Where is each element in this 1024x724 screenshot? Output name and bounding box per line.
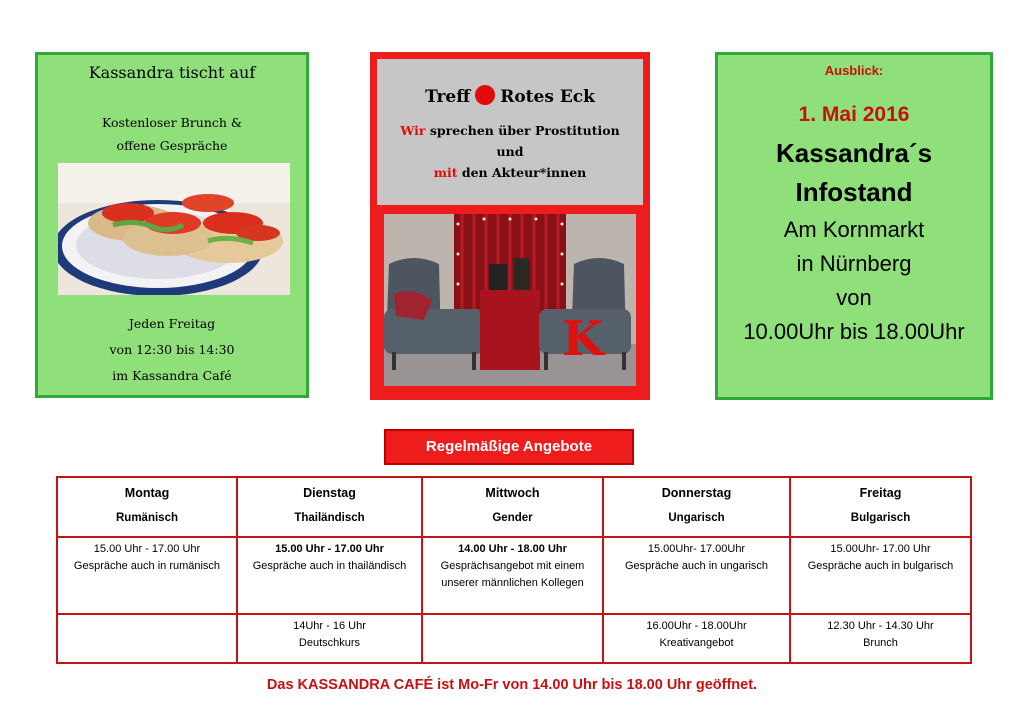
offer-time: 15.00Uhr- 17.00 Uhr [830,543,931,555]
offer-cell [790,614,971,663]
treff-line-1-red: Wir [400,123,426,138]
treff-title-left: Treff [425,87,471,107]
day-cell [422,477,603,537]
brunch-day: Jeden Freitag [128,316,216,331]
table-header-row [57,477,971,537]
day-name: Dienstag [303,486,356,500]
ausblick-details [718,213,990,349]
table-row [57,614,971,663]
brunch-line-2: offene Gespräche [116,138,228,153]
day-topic: Gender [492,512,533,524]
day-topic: Thailändisch [294,512,365,524]
offer-desc: Brunch [863,637,898,649]
offer-cell [603,614,790,663]
offer-desc: Gespräche auch in ungarisch [624,560,769,572]
offer-time: 14.00 Uhr - 18.00 Uhr [458,543,567,555]
offer-cell [237,614,422,663]
treff-header [377,59,643,205]
treff-line-3-rest: den Akteur*innen [457,165,587,180]
offer-cell [603,537,790,614]
brunch-title: Kassandra tischt auf [88,63,256,82]
offer-time: 14Uhr - 16 Uhr [293,620,366,632]
brunch-flyer-box [35,52,309,398]
day-topic: Ungarisch [668,512,725,524]
red-dot-icon [475,85,495,105]
cafe-opening-hours: Das KASSANDRA CAFÉ ist Mo-Fr von 14.00 Uhr bis 18.00 Uhr geöffnet. [266,677,758,693]
offer-desc: Deutschkurs [298,637,361,649]
treff-line-3 [377,165,643,180]
offer-desc: Gespräche auch in bulgarisch [807,560,954,572]
offer-time: 15.00Uhr- 17.00Uhr [647,543,746,555]
treff-line-2: und [496,144,524,159]
treff-line-3-red: mit [433,165,458,180]
brunch-schedule [38,311,306,389]
kassandra-logo-letter: K [562,311,604,367]
day-cell [57,477,237,537]
ausblick-label: Ausblick: [824,63,884,78]
ausblick-title [718,134,990,212]
offer-cell [422,614,603,663]
day-name: Donnerstag [661,486,732,500]
brunch-location: im Kassandra Café [112,368,232,383]
offer-desc: Gespräche auch in rumänisch [73,560,221,572]
treff-room-photo [384,214,636,386]
day-name: Freitag [859,486,902,500]
ausblick-location: Am Kornmarkt [783,217,925,242]
ausblick-von: von [836,285,872,310]
offer-time: 12.30 Uhr - 14.30 Uhr [827,620,934,632]
treff-line-1 [377,123,643,138]
brunch-time: von 12:30 bis 14:30 [109,342,235,357]
offers-heading: Regelmäßige Angebote [384,429,634,465]
day-cell [603,477,790,537]
day-topic: Rumänisch [116,512,178,524]
offer-desc: Gesprächsangebot mit einem unserer männlichen Kollegen [440,560,585,589]
ausblick-title-line-2: Infostand [795,177,913,207]
offer-cell [237,537,422,614]
day-name: Mittwoch [485,486,540,500]
offer-cell [790,537,971,614]
ausblick-city: in Nürnberg [796,251,912,276]
brunch-description [38,111,306,157]
offer-time: 15.00 Uhr - 17.00 Uhr [275,543,384,555]
schedule-table [56,476,972,664]
treff-title [377,85,643,107]
table-row [57,537,971,614]
ausblick-time: 10.00Uhr bis 18.00Uhr [743,319,965,344]
offer-desc: Gespräche auch in thailändisch [252,560,407,572]
treff-title-right: Rotes Eck [500,87,595,107]
brunch-line-1: Kostenloser Brunch & [101,115,243,130]
offer-cell [422,537,603,614]
offer-cell [57,614,237,663]
treff-line-1-rest: sprechen über Prostitution [425,123,620,138]
offer-time: 16.00Uhr - 18.00Uhr [646,620,747,632]
brunch-photo [58,163,290,295]
day-cell [237,477,422,537]
ausblick-title-line-1: Kassandra´s [775,138,933,168]
treff-flyer-box [370,52,650,400]
offer-desc: Kreativangebot [659,637,734,649]
ausblick-box [715,52,993,400]
day-name: Montag [124,486,170,500]
offer-time: 15.00 Uhr - 17.00 Uhr [93,543,201,555]
offer-cell [57,537,237,614]
day-topic: Bulgarisch [850,512,911,524]
day-cell [790,477,971,537]
ausblick-date: 1. Mai 2016 [798,103,910,126]
